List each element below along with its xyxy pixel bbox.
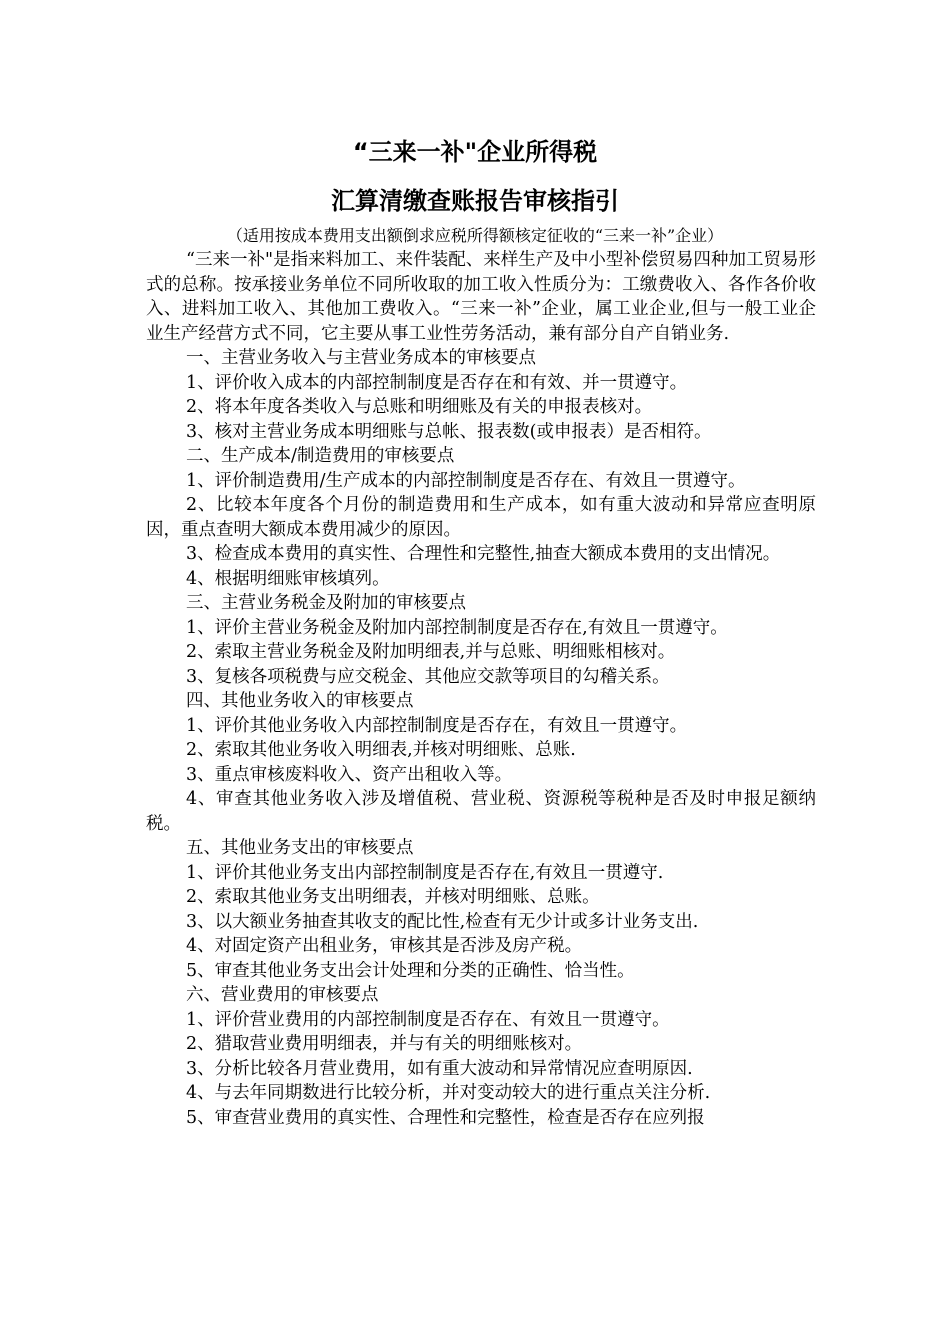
section-item: 1、评价其他业务收入内部控制制度是否存在，有效且一贯遵守。 xyxy=(186,715,688,736)
section-item: 1、评价主营业务税金及附加内部控制制度是否存在,有效且一贯遵守。 xyxy=(186,617,728,638)
section-item: 1、评价营业费用的内部控制制度是否存在、有效且一贯遵守。 xyxy=(186,1009,670,1030)
document-title-line1: “三来一补"企业所得税 xyxy=(352,138,598,166)
section-item: 2、猎取营业费用明细表，并与有关的明细账核对。 xyxy=(186,1034,583,1054)
section-item: 4、根据明细账审核填列。 xyxy=(186,568,390,589)
section-item: 2、比较本年度各个月份的制造费用和生产成本，如有重大波动和异常应查明原因，重点查明大额成本费用减少的原因。 xyxy=(146,495,816,540)
section-item: 5、审查其他业务支出会计处理和分类的正确性、恰当性。 xyxy=(186,960,635,981)
section-item: 4、对固定资产出租业务，审核其是否涉及房产税。 xyxy=(186,936,583,956)
section-item: 5、审查营业费用的真实性、合理性和完整性，检查是否存在应列报 xyxy=(186,1107,705,1128)
section-3 xyxy=(146,591,816,689)
section-6 xyxy=(146,983,816,1130)
document-subtitle: （适用按成本费用支出额倒求应税所得额核定征收的“三来一补”企业） xyxy=(226,226,724,245)
section-4 xyxy=(146,689,816,836)
section-heading: 六、营业费用的审核要点 xyxy=(186,985,379,1005)
section-item: 3、分析比较各月营业费用，如有重大波动和异常情况应查明原因. xyxy=(186,1058,693,1079)
section-item: 2、索取主营业务税金及附加明细表,并与总账、明细账相核对。 xyxy=(186,642,676,662)
document-title-line2: 汇算清缴查账报告审核指引 xyxy=(331,187,619,215)
section-item: 1、评价制造费用/生产成本的内部控制制度是否存在、有效且一贯遵守。 xyxy=(186,470,746,491)
section-item: 3、核对主营业务成本明细账与总帐、报表数(或申报表）是否相符。 xyxy=(186,421,712,442)
section-item: 3、以大额业务抽查其收支的配比性,检查有无少计或多计业务支出. xyxy=(186,911,699,932)
section-heading: 五、其他业务支出的审核要点 xyxy=(186,838,414,858)
section-item: 3、复核各项税费与应交税金、其他应交款等项目的勾稽关系。 xyxy=(186,666,670,687)
section-item: 4、与去年同期数进行比较分析，并对变动较大的进行重点关注分析. xyxy=(186,1083,711,1103)
section-item: 2、将本年度各类收入与总账和明细账及有关的申报表核对。 xyxy=(186,397,653,417)
section-item: 1、评价收入成本的内部控制制度是否存在和有效、并一贯遵守。 xyxy=(186,372,688,393)
section-item: 3、重点审核废料收入、资产出租收入等。 xyxy=(186,764,513,785)
section-item: 2、索取其他业务收入明细表,并核对明细账、总账. xyxy=(186,740,576,760)
section-1 xyxy=(146,346,816,444)
section-5 xyxy=(146,836,816,983)
section-heading: 一、主营业务收入与主营业务成本的审核要点 xyxy=(186,348,536,368)
document-body xyxy=(146,248,816,1130)
intro-paragraph: “三来一补"是指来料加工、来件装配、来样生产及中小型补偿贸易四种加工贸易形式的总称。按承接业务单位不同所收取的加工收入性质分为：工缴费收入、各作各价收入、进料加工收入、其他加工费收入。“三来一补”企业，属工业企业,但与一般工业企业生产经营方式不同，它主要从事工业性劳务活动，兼有部分自产自销业务. xyxy=(146,250,816,344)
section-2 xyxy=(146,444,816,591)
section-heading: 三、主营业务税金及附加的审核要点 xyxy=(186,593,466,613)
section-item: 3、检查成本费用的真实性、合理性和完整性,抽查大额成本费用的支出情况。 xyxy=(186,544,781,564)
section-item: 2、索取其他业务支出明细表，并核对明细账、总账。 xyxy=(186,887,600,907)
section-item: 1、评价其他业务支出内部控制制度是否存在,有效且一贯遵守. xyxy=(186,862,664,883)
section-item: 4、审查其他业务收入涉及增值税、营业税、资源税等税种是否及时申报足额纳税。 xyxy=(146,789,816,834)
section-heading: 二、生产成本/制造费用的审核要点 xyxy=(186,446,455,466)
section-heading: 四、其他业务收入的审核要点 xyxy=(186,691,414,711)
